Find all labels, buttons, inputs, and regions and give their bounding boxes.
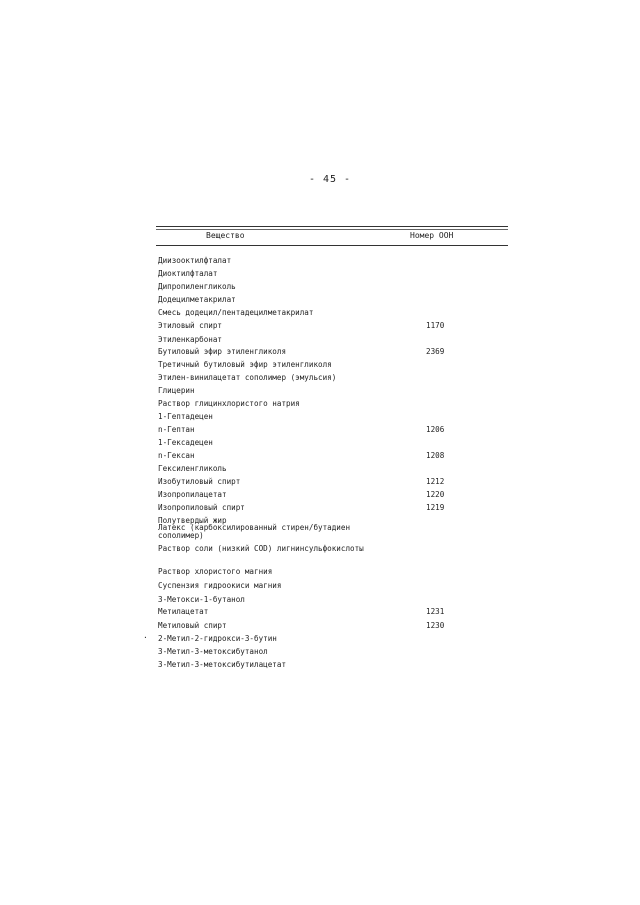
table-row	[158, 543, 508, 555]
substance-name: Латекс (карбоксилированный стирен/бутадиен сополимер)	[158, 523, 351, 540]
substance-name: Диизооктилфталат	[158, 256, 232, 265]
table-row	[158, 411, 508, 423]
table-row	[158, 281, 508, 293]
table-row	[158, 372, 508, 384]
table-row	[158, 646, 508, 658]
un-number: 2369	[426, 347, 445, 356]
substance-name: n-Гексан	[158, 451, 195, 460]
table-top-rule-secondary	[156, 229, 508, 230]
table-row	[158, 294, 508, 306]
un-number: 1230	[426, 621, 445, 630]
substance-name: Додецилметакрилат	[158, 295, 236, 304]
table-row	[158, 523, 508, 540]
table-row	[158, 268, 508, 280]
substance-name: 1-Гептадецен	[158, 412, 213, 421]
substance-name: Этилен-винилацетат сополимер (эмульсия)	[158, 373, 337, 382]
substance-name: n-Гептан	[158, 425, 195, 434]
substance-name: 1-Гексадецен	[158, 438, 213, 447]
page-number: - 45 -	[308, 174, 352, 185]
substance-name: Смесь додецил/пентадецилметакрилат	[158, 308, 314, 317]
substance-name: Этиловый спирт	[158, 321, 223, 330]
header-bottom-rule	[156, 245, 508, 246]
table-row	[158, 385, 508, 397]
table-row	[158, 450, 508, 462]
substance-name: Изобутиловый спирт	[158, 477, 241, 486]
table-row	[158, 594, 508, 606]
substance-name: Третичный бутиловый эфир этиленгликоля	[158, 360, 332, 369]
table-row	[158, 307, 508, 319]
table-row	[158, 334, 508, 346]
table-row	[158, 633, 508, 645]
substance-name: Гексиленгликоль	[158, 464, 227, 473]
substance-name: Раствор глицинхлористого натрия	[158, 399, 300, 408]
table-row	[158, 359, 508, 371]
table-row	[158, 580, 508, 592]
substance-name: Глицерин	[158, 386, 195, 395]
un-number: 1170	[426, 321, 445, 330]
table-row	[158, 255, 508, 267]
substance-name: Метилацетат	[158, 607, 209, 616]
table-row	[158, 437, 508, 449]
substance-name: Этиленкарбонат	[158, 335, 223, 344]
substance-name: 3-Метил-3-метоксибутанол	[158, 647, 268, 656]
substance-name: Раствор соли (низкий COD) лигнинсульфокислоты	[158, 544, 364, 553]
substance-name: Дипропиленгликоль	[158, 282, 236, 291]
un-number: 1206	[426, 425, 445, 434]
substance-name: Полутвердый жир	[158, 516, 227, 525]
table-row	[158, 659, 508, 671]
table-row	[158, 566, 508, 578]
un-number: 1220	[426, 490, 445, 499]
substance-name: Изопропиловый спирт	[158, 503, 245, 512]
table-row	[158, 476, 508, 488]
table-top-rule	[156, 226, 508, 227]
substance-name: 3-Метил-3-метоксибутилацетат	[158, 660, 287, 669]
margin-mark: .	[143, 631, 148, 640]
substance-name: Бутиловый эфир этиленгликоля	[158, 347, 287, 356]
table-row	[158, 398, 508, 410]
substance-name: Раствор хлористого магния	[158, 567, 273, 576]
table-row	[158, 463, 508, 475]
substance-name: Суспензия гидроокиси магния	[158, 581, 282, 590]
table-row	[158, 346, 508, 358]
table-row	[158, 606, 508, 618]
un-number: 1231	[426, 607, 445, 616]
substance-name: Диоктилфталат	[158, 269, 218, 278]
table-row	[158, 502, 508, 514]
substance-name: 2-Метил-2-гидрокси-3-бутин	[158, 634, 277, 643]
table-row	[158, 620, 508, 632]
un-number: 1208	[426, 451, 445, 460]
table-row	[158, 320, 508, 332]
table-row	[158, 424, 508, 436]
un-number: 1219	[426, 503, 445, 512]
table-row	[158, 489, 508, 501]
substance-name: 3-Метокси-1-бутанол	[158, 595, 245, 604]
column-header-un-number: Номер ООН	[410, 231, 454, 240]
substance-name: Метиловый спирт	[158, 621, 227, 630]
substance-name: Изопропилацетат	[158, 490, 227, 499]
column-header-substance: Вещество	[206, 231, 245, 240]
un-number: 1212	[426, 477, 445, 486]
